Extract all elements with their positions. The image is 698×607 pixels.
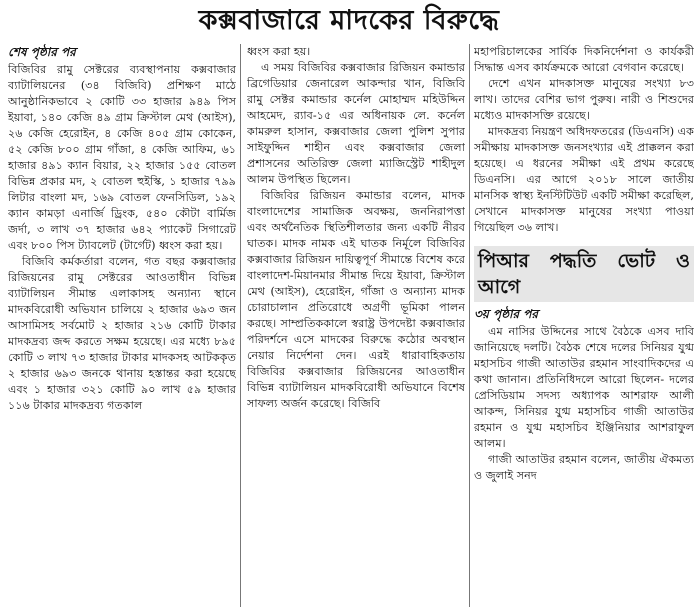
paragraph: ধ্বংস করা হয়।	[247, 45, 311, 58]
column-middle	[247, 44, 465, 607]
paragraph: বিজিবির রামু সেক্টরের ব্যবস্থাপনায় কক্সবাজার ব্যাটালিয়নের (৩৪ বিজিবি) প্রশিক্ষণ মাঠে আনুষ্ঠানিকভাবে ২ কোটি ৩৩ হাজার ৯৪৯ পিস ইয়াবা, ১৪০ কেজি ৪৯ গ্রাম ক্রিস্টাল মেথ (আইস), ২৬ কেজি হেরোইন, ৪ কেজি ৪০৫ গ্রাম কোকেন, ৫২ কেজি ৮০০ গ্রাম গাঁজা, ৪ কেজি আফিম, ৬১ হাজার ৪৯১ ক্যান বিয়ার, ২২ হাজার ১৫৫ বোতল বিভিন্ন প্রকার মদ, ২ বোতল হুইস্কি, ১ হাজার ৭৯৯ লিটার বাংলা মদ, ১৬৯ বোতল ফেনসিডিল, ১৯২ ক্যান কামড়া এনার্জি ড্রিংক, ৫৪০ কৌটা বার্মিজ জর্দা, ৩ লাখ ৩৭ হাজার ৬৪২ প্যাকেট সিগারেট এবং ৮০০ পিস ট্যাবলেট (টার্গেট) ধ্বংস করা হয়।	[8, 63, 236, 252]
paragraph: মহাপরিচালকের সার্বিক দিকনির্দেশনা ও কার্যকরী সিদ্ধান্ত এসব কার্যক্রমকে আরো বেগবান করেছে।	[474, 45, 694, 74]
continued-from-label: শেষ পৃষ্ঠার পর	[8, 45, 76, 59]
continued-from-label: ৩য় পৃষ্ঠার পর	[474, 307, 539, 321]
paragraph: গাজী আতাউর রহমান বলেন, জাতীয় ঐকমত্য ও জুলাই সনদ	[474, 453, 694, 482]
column-divider-right	[469, 44, 470, 607]
column-left	[8, 44, 236, 607]
column-divider-left	[240, 44, 241, 607]
paragraph: দেশে এখন মাদকাসক্ত মানুষের সংখ্যা ৮৩ লাখ। তাদের বেশির ভাগ পুরুষ। নারী ও শিশুদের মধ্যেও মাদকাসক্তি রয়েছে।	[474, 77, 694, 122]
subheadline: পিআর পদ্ধতি ভোট ও আগে	[474, 246, 694, 302]
column-right	[474, 44, 694, 607]
paragraph: এ সময় বিজিবির কক্সবাজার রিজিয়ন কমান্ডার ব্রিগেডিয়ার জেনারেল আকন্দার খান, বিজিবি রামু সেক্টর কমান্ডার কর্নেল মোহাম্মদ মহিউদ্দিন আহমেদ, র‌্যাব-১৫ এর অধিনায়ক লে. কর্নেল কামরুল হাসান, কক্সবাজার জেলা পুলিশ সুপার সাইফুদ্দিন শাহীন এবং কক্সবাজার জেলা প্রশাসনের অতিরিক্ত জেলা ম্যাজিস্ট্রেট শাহীদুল আলম উপস্থিত ছিলেন।	[247, 61, 465, 186]
paragraph: বিজিবি কর্মকর্তারা বলেন, গত বছর কক্সবাজার রিজিয়নের রামু সেক্টরের আওতাধীন বিভিন্ন ব্যাটালিয়ন সীমান্ত এলাকাসহ অন্যান্য স্থানে মাদকবিরোধী অভিযান চালিয়ে ২ হাজার ৬৯৩ জন আসামিসহ সর্বমোট ২ হাজার ২১৬ কোটি টাকার মাদকদ্রব্য জব্দ করতে সক্ষম হয়েছে। এর মধ্যে ৮৯৫ কোটি ৩ লাখ ৭৩ হাজার টাকার মাদকসহ আটককৃত ২ হাজার ৬৯৩ জনকে থানায় হস্তান্তর করা হয়েছে এবং ১ হাজার ৩২১ কোটি ৯০ লাখ ৫৯ হাজার ১১৬ টাকার মাদকদ্রব্য গতকাল	[8, 255, 236, 412]
paragraph: মাদকদ্রব্য নিয়ন্ত্রণ অধিদফতরের (ডিএনসি) এক সমীক্ষায় মাদকাসক্ত জনসংখ্যার এই প্রাক্কলন করা হয়েছে। এ ধরনের সমীক্ষা এই প্রথম করেছে ডিএনসি। এর আগে ২০১৮ সালে জাতীয় মানসিক স্বাস্থ্য ইনস্টিটিউট একটি সমীক্ষা করেছিল, সেখানে মাদকাসক্ত মানুষের সংখ্যা পাওয়া গিয়েছিল ৩৬ লাখ।	[474, 125, 694, 234]
paragraph: বিজিবির রিজিয়ন কমান্ডার বলেন, মাদক বাংলাদেশের সামাজিক অবক্ষয়, জননিরাপত্তা এবং অর্থনৈতিক স্থিতিশীলতার জন্য একটি নীরব ঘাতক। মাদক নামক এই ঘাতক নির্মূলে বিজিবির কক্সবাজার রিজিয়ন দায়িত্বপূর্ণ সীমান্তে বিশেষ করে বাংলাদেশ-মিয়ানমার সীমান্ত দিয়ে ইয়াবা, ক্রিস্টাল মেথ (আইস), হেরোইন, গাঁজা ও অন্যান্য মাদক চোরাচালান প্রতিরোধে অগ্রণী ভূমিকা পালন করছে। সাম্প্রতিককালে স্বরাষ্ট্র উপদেষ্টা কক্সবাজার পরিদর্শনে এসে মাদকের বিরুদ্ধে কঠোর অবস্থান নেয়ার নির্দেশনা দেন। এরই ধারাবাহিকতায় বিজিবির কক্সবাজার রিজিয়নের আওতাধীন বিভিন্ন ব্যাটালিয়ন মাদকবিরোধী অভিযানে বিশেষ সাফল্য অর্জন করেছে। বিজিবি	[247, 189, 465, 410]
paragraph: এম নাসির উদ্দিনের সাথে বৈঠকে এসব দাবি জানিয়েছে দলটি। বৈঠক শেষে দলের সিনিয়র যুগ্ম মহাসচিব গাজী আতাউর রহমান সাংবাদিকদের এ কথা জানান। প্রতিনিধিদলে আরো ছিলেন- দলের প্রেসিডিয়াম সদস্য অধ্যাপক আশরাফ আলী আকন্দ, সিনিয়র যুগ্ম মহাসচিব গাজী আতাউর রহমান ও যুগ্ম মহাসচিব ইঞ্জিনিয়ার আশরাফুল আলম।	[474, 325, 694, 450]
headline: কক্সবাজারে মাদকের বিরুদ্ধে	[198, 5, 500, 36]
